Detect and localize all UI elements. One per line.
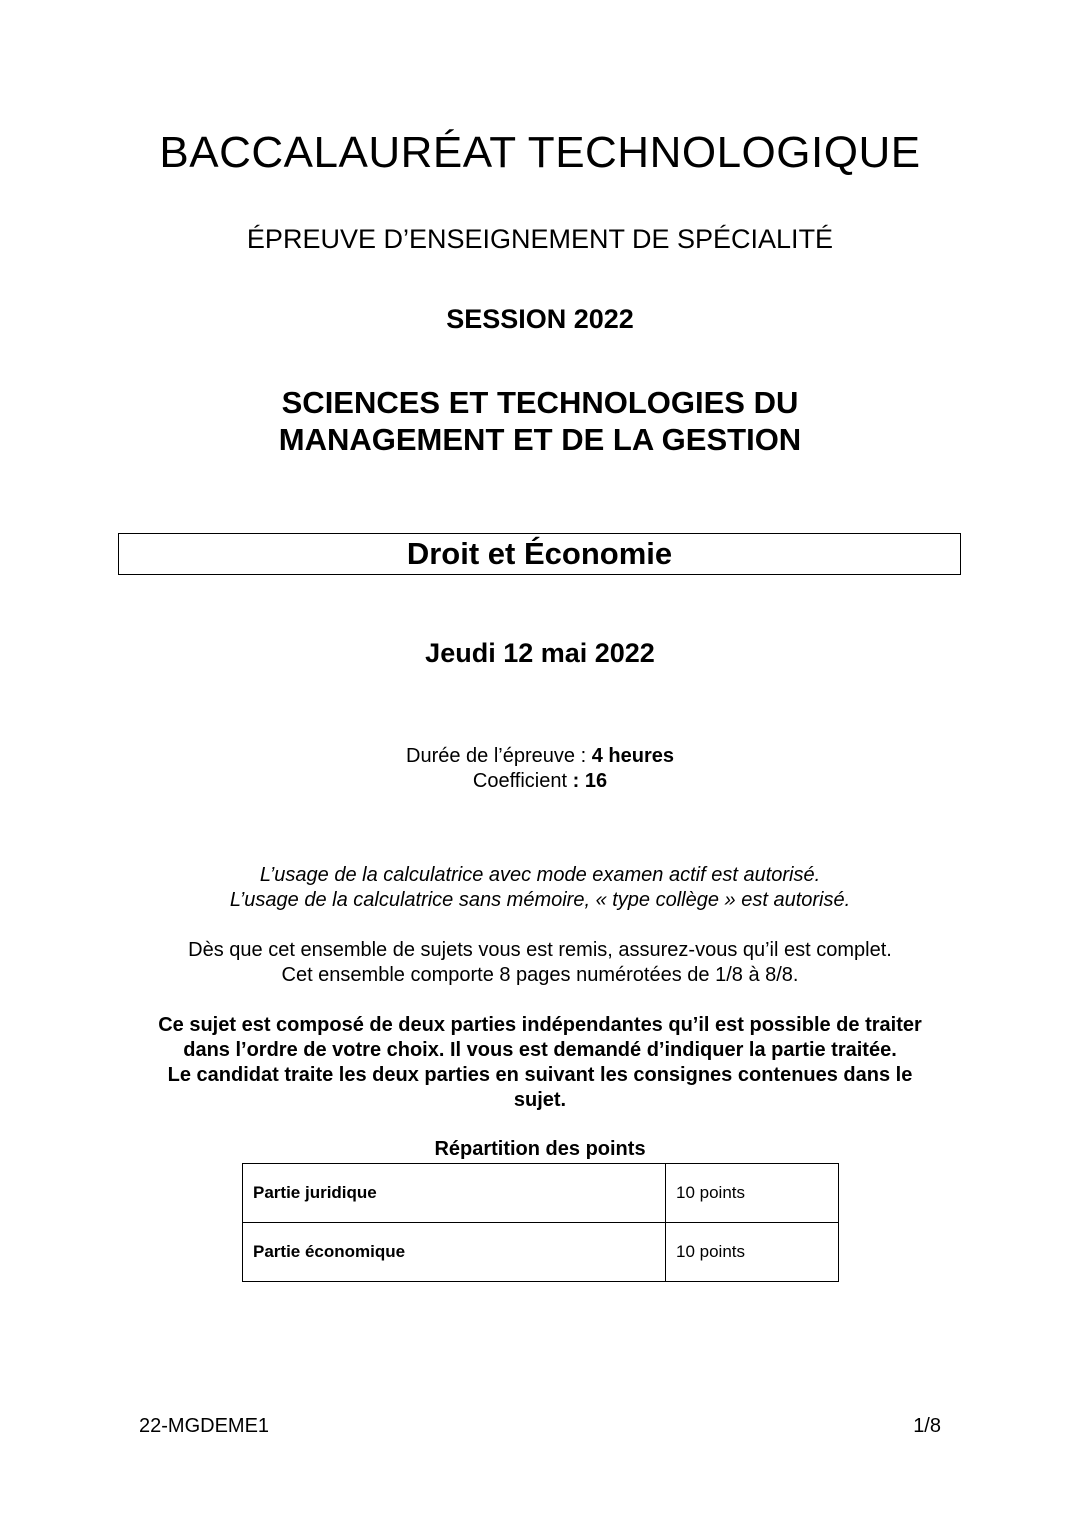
specialty-title-line1: SCIENCES ET TECHNOLOGIES DU	[281, 385, 799, 420]
duration-label: Durée de l’épreuve :	[406, 745, 592, 767]
instructions-line-1: Ce sujet est composé de deux parties indépendantes qu’il est possible de traiter	[158, 1014, 922, 1036]
points-row-value: 10 points	[666, 1223, 839, 1282]
coefficient-line	[0, 769, 1080, 794]
instructions-line-4: sujet.	[513, 1089, 567, 1111]
points-caption: Répartition des points	[434, 1138, 646, 1160]
completeness-notice	[0, 938, 1080, 988]
points-row-label: Partie économique	[243, 1223, 666, 1282]
exam-type: ÉPREUVE D’ENSEIGNEMENT DE SPÉCIALITÉ	[246, 224, 834, 254]
instructions	[0, 1013, 1080, 1113]
coefficient-label: Coefficient	[472, 770, 573, 792]
calculator-rule-2: L’usage de la calculatrice sans mémoire, « type collège » est autorisé.	[229, 889, 851, 911]
specialty-title	[0, 384, 1080, 458]
points-row-value: 10 points	[666, 1164, 839, 1223]
subject-box: Droit et Économie	[118, 533, 961, 575]
duration-line	[0, 744, 1080, 769]
points-table	[242, 1163, 839, 1282]
calculator-rule-1: L’usage de la calculatrice avec mode examen actif est autorisé.	[259, 864, 821, 886]
exam-title: BACCALAURÉAT TECHNOLOGIQUE	[159, 128, 921, 177]
duration-value: 4 heures	[591, 745, 674, 767]
specialty-title-line2: MANAGEMENT ET DE LA GESTION	[278, 422, 802, 457]
points-row-label: Partie juridique	[243, 1164, 666, 1223]
exam-date: Jeudi 12 mai 2022	[425, 638, 655, 668]
instructions-line-3: Le candidat traite les deux parties en suivant les consignes contenues dans le	[167, 1064, 913, 1086]
document-code: 22-MGDEME1	[139, 1415, 270, 1437]
completeness-line-2: Cet ensemble comporte 8 pages numérotées de 1/8 à 8/8.	[281, 964, 799, 986]
coefficient-value: 16	[584, 770, 608, 792]
table-row	[243, 1164, 839, 1223]
exam-duration-block	[0, 744, 1080, 794]
table-row	[243, 1223, 839, 1282]
page-number: 1/8	[913, 1415, 941, 1437]
calculator-rules	[0, 863, 1080, 913]
session-year: SESSION 2022	[446, 304, 634, 334]
instructions-line-2: dans l’ordre de votre choix. Il vous est demandé d’indiquer la partie traitée.	[183, 1039, 897, 1061]
coefficient-separator: :	[572, 770, 585, 792]
completeness-line-1: Dès que cet ensemble de sujets vous est remis, assurez-vous qu’il est complet.	[188, 939, 892, 961]
